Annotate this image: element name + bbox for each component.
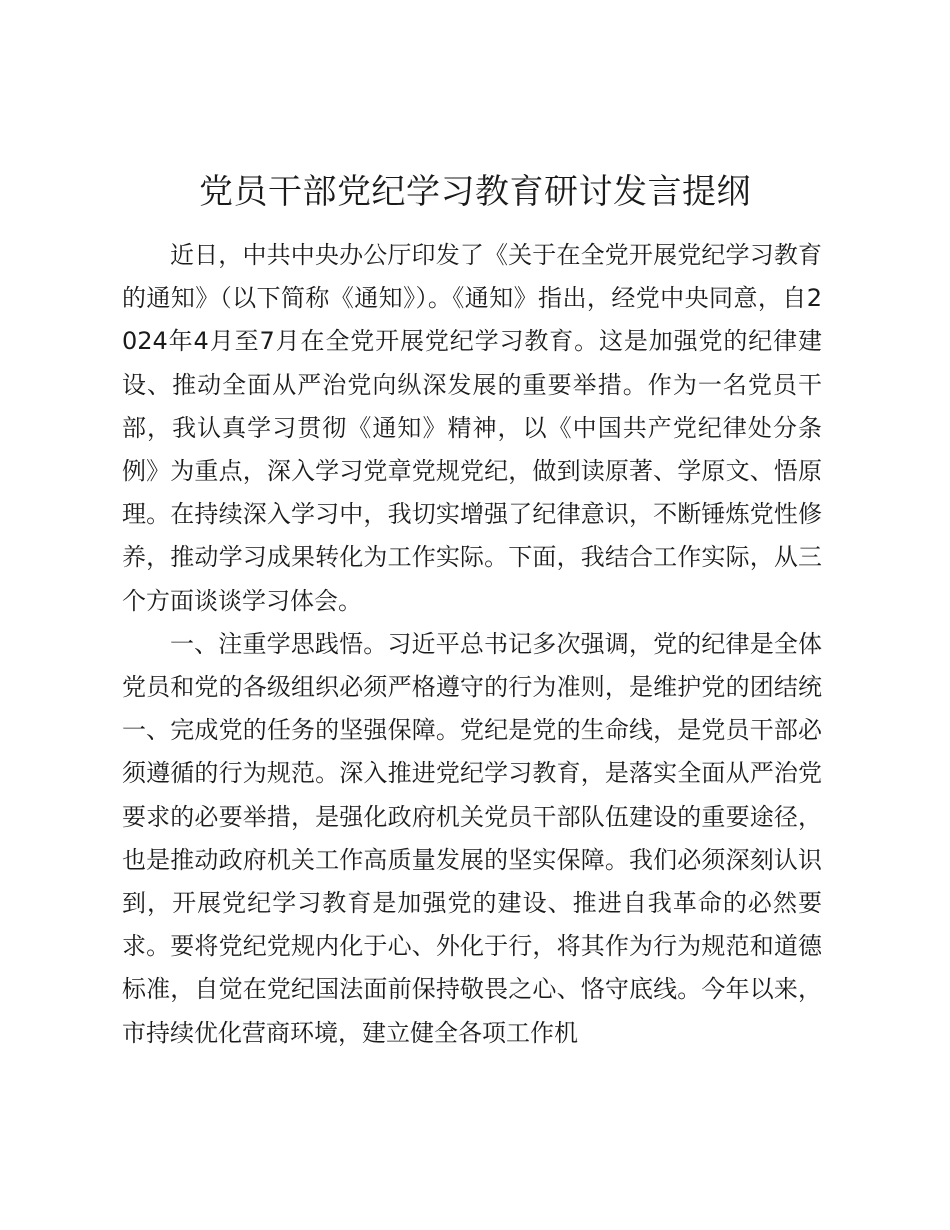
paragraph-intro: 近日，中共中央办公厅印发了《关于在全党开展党纪学习教育的通知》（以下简称《通知》）。《通知》指出，经党中央同意，自2024年4月至7月在全党开展党纪学习教育。这是加强党的纪律建设、推动全面从严治党向纵深发展的重要举措。作为一名党员干部，我认真学习贯彻《通知》精神，以《中国共产党纪律处分条例》为重点，深入学习党章党规党纪，做到读原著、学原文、悟原理。在持续深入学习中，我切实增强了纪律意识，不断锤炼党性修养，推动学习成果转化为工作实际。下面，我结合工作实际，从三个方面谈谈学习体会。 xyxy=(122,241,822,615)
paragraph-section-one: 一、注重学思践悟。习近平总书记多次强调，党的纪律是全体党员和党的各级组织必须严格遵守的行为准则，是维护党的团结统一、完成党的任务的坚强保障。党纪是党的生命线，是党员干部必须遵循的行为规范。深入推进党纪学习教育，是落实全面从严治党要求的必要举措，是强化政府机关党员干部队伍建设的重要途径，也是推动政府机关工作高质量发展的坚实保障。我们必须深刻认识到，开展党纪学习教育是加强党的建设、推进自我革命的必然要求。要将党纪党规内化于心、外化于行，将其作为行为规范和道德标准，自觉在党纪国法面前保持敬畏之心、恪守底线。今年以来，市持续优化营商环境，建立健全各项工作机 xyxy=(122,629,822,1047)
document-body xyxy=(122,234,822,1055)
document-title: 党员干部党纪学习教育研讨发言提纲 xyxy=(199,172,751,212)
